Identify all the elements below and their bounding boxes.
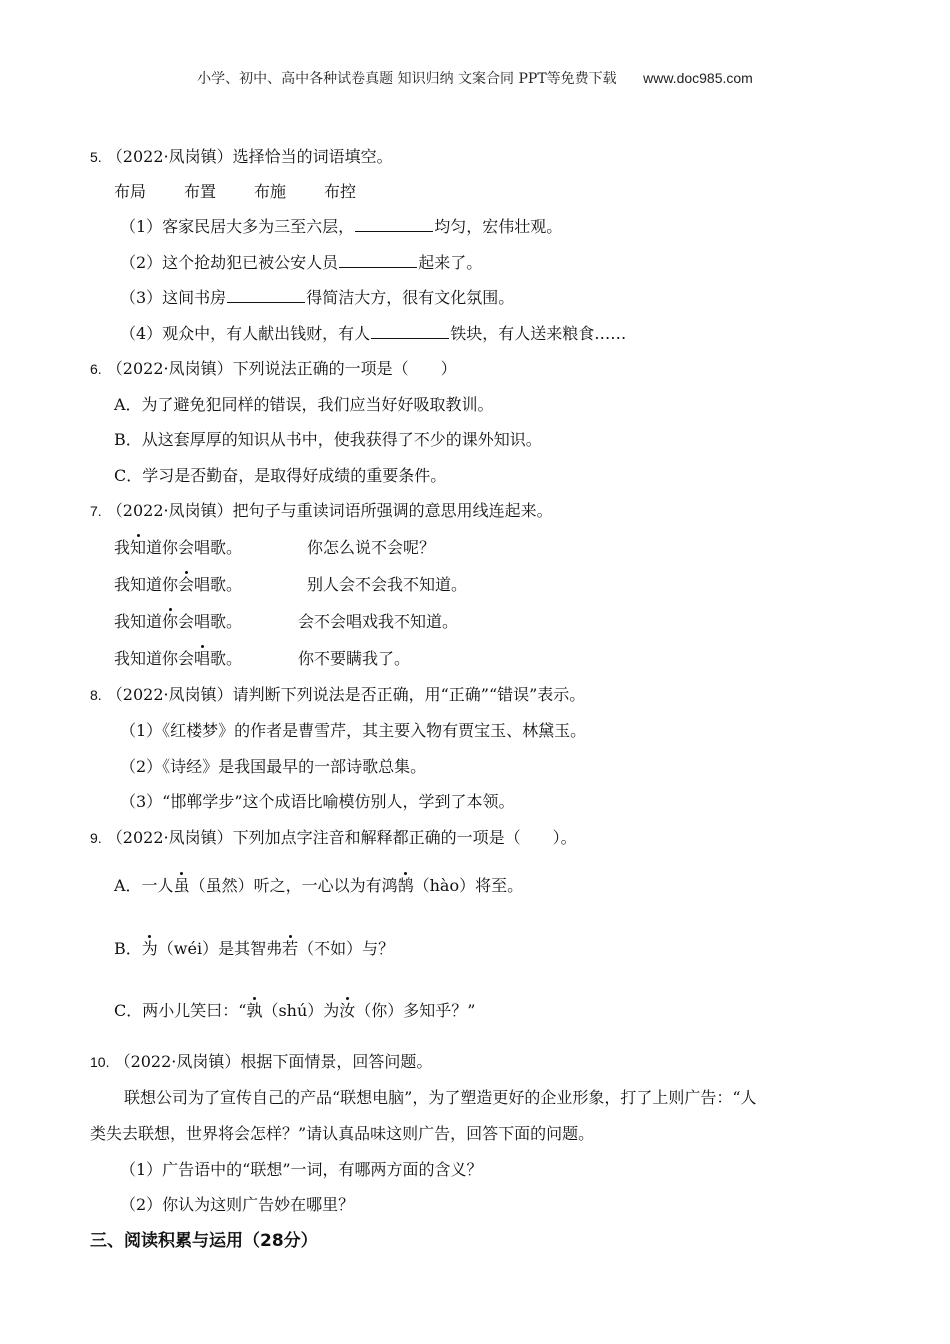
dotted-char: 若: [282, 939, 299, 958]
q10-paragraph: 类失去联想，世界将会怎样？”请认真品味这则广告，回答下面的问题。: [90, 1124, 595, 1143]
word-option: 布施: [254, 182, 287, 201]
q9-option-a: A．一人虽（虽然）听之，一心以为有鸿鹄（hào）将至。: [114, 876, 524, 895]
header-text: 小学、初中、高中各种试卷真题 知识归纳 文案合同 PPT等免费下载: [197, 71, 617, 87]
q6-option: B．从这套厚厚的知识从书中，使我获得了不少的课外知识。: [114, 430, 542, 449]
q5-item: （4）观众中，有人献出钱财，有人 铁块，有人送来粮食……: [120, 324, 627, 343]
q7-stem: 7. （2022·凤岗镇）把句子与重读词语所强调的意思用线连起来。: [90, 501, 553, 520]
q5-stem: 5. （2022·凤岗镇）选择恰当的词语填空。: [90, 147, 393, 166]
q8-item: （1）《红楼梦》的作者是曹雪芹，其主要入物有贾宝玉、林黛玉。: [120, 721, 587, 740]
dotted-char: 鹄: [397, 876, 414, 895]
q8-item: （3）“邯郸学步”这个成语比喻模仿别人，学到了本领。: [120, 792, 515, 811]
emphasis-char: 知: [130, 538, 147, 557]
q7-meaning: 会不会唱戏我不知道。: [298, 612, 459, 631]
q5-item: （2）这个抢劫犯已被公安人员 起来了。: [120, 253, 483, 272]
dotted-char: 虽: [173, 876, 190, 895]
fill-blank[interactable]: [339, 253, 417, 268]
q10-stem: 10. （2022·凤岗镇）根据下面情景，回答问题。: [90, 1052, 433, 1071]
q7-meaning: 你不要瞒我了。: [298, 649, 411, 668]
emphasis-char: 会: [178, 575, 195, 594]
fill-blank[interactable]: [227, 288, 305, 303]
q5-item: （1）客家民居大多为三至六层， 均匀，宏伟壮观。: [120, 217, 563, 236]
q8-stem: 8. （2022·凤岗镇）请判断下列说法是否正确，用“正确”“错误”表示。: [90, 685, 586, 704]
section-title: 三、阅读积累与运用（28分）: [90, 1231, 318, 1251]
q8-item: （2）《诗经》是我国最早的一部诗歌总集。: [120, 757, 427, 776]
word-option: 布局: [114, 182, 147, 201]
emphasis-char: 唱: [194, 649, 211, 668]
q9-option-b: B．为（wéi）是其智弗若（不如）与？: [114, 939, 395, 958]
q7-sentence: 我知道你会唱歌。: [114, 575, 243, 594]
q10-item: （1）广告语中的“联想”一词，有哪两方面的含义？: [120, 1160, 483, 1179]
q7-meaning: 别人会不会我不知道。: [307, 575, 468, 594]
emphasis-char: 你: [162, 612, 179, 631]
q10-item: （2）你认为这则广告妙在哪里？: [120, 1195, 355, 1214]
q5-word-bank: [114, 182, 394, 202]
dotted-char: 为: [141, 939, 158, 958]
header-site: www.doc985.com: [643, 70, 753, 86]
q6-option: A．为了避免犯同样的错误，我们应当好好吸取教训。: [114, 395, 494, 414]
q6-option: C．学习是否勤奋，是取得好成绩的重要条件。: [114, 466, 447, 485]
fill-blank[interactable]: [371, 324, 449, 339]
dotted-char: 孰: [246, 1001, 263, 1020]
word-option: 布控: [324, 182, 357, 201]
q6-stem: 6. （2022·凤岗镇）下列说法正确的一项是（ ）: [90, 359, 457, 378]
fill-blank[interactable]: [355, 217, 433, 232]
q9-stem: 9. （2022·凤岗镇）下列加点字注音和解释都正确的一项是（ ）。: [90, 828, 577, 847]
q7-sentence: 我知道你会唱歌。: [114, 612, 243, 631]
q10-paragraph: 联想公司为了宣传自己的产品“联想电脑”，为了塑造更好的企业形象，打了上则广告：“人: [124, 1088, 757, 1107]
page-header: [0, 68, 950, 88]
q5-item: （3）这间书房 得简洁大方，很有文化氛围。: [120, 288, 515, 307]
q7-sentence: 我知道你会唱歌。: [114, 649, 243, 668]
q9-option-c: C．两小儿笑曰：“孰（shú）为汝（你）多知乎？”: [114, 1001, 476, 1020]
q7-meaning: 你怎么说不会呢？: [307, 538, 436, 557]
q7-sentence: 我知道你会唱歌。: [114, 538, 243, 557]
dotted-char: 汝: [339, 1001, 356, 1020]
word-option: 布置: [184, 182, 217, 201]
